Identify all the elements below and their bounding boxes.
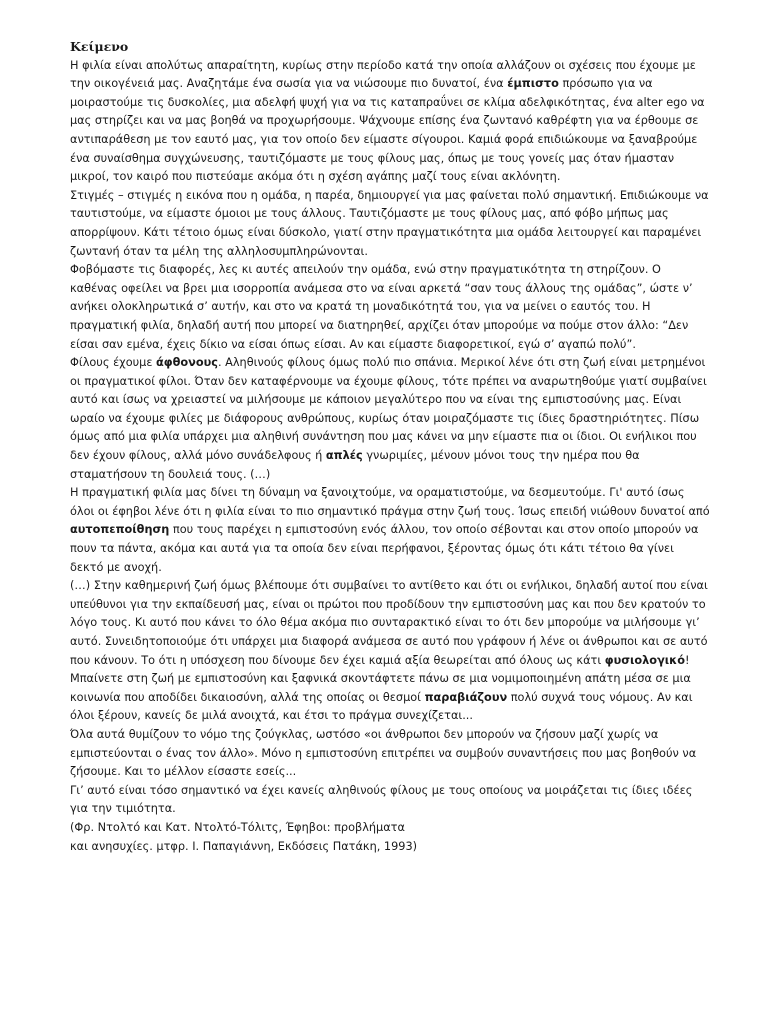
- bold-term: αυτοπεποίθηση: [70, 523, 170, 537]
- text-run: Η φιλία είναι απολύτως απαραίτητη, κυρίως στην περίοδο κατά την οποία αλλάζουν οι σχέσεις που έχουμε με την οικογένειά μας. Αναζητάμε ένα σωσία για να νιώσουμε πιο δυνατοί, ένα: [70, 58, 696, 91]
- text-run: . Αληθινούς φίλους όμως πολύ πιο σπάνια. Μερικοί λένε ότι στη ζωή είναι μετρημένοι οι πραγματικοί φίλοι. Όταν δεν καταφέρνουμε να έχουμε φίλους, τότε πρέπει να αναρωτηθούμε γιατί συμβαίνει αυτό και ίσως να χρειαστεί να μιλήσουμε με κάποιον μεγαλύτερο που να είναι της εμπιστοσύνης μας. Είναι ωραίο να έχουμε φιλίες με διάφορους ανθρώπους, κυρίως όταν μοιραζόμαστε τις ίδιες δραστηριότητες. Πίσω όμως από μια φιλία υπάρχει μια αληθινή συνάντηση που μας κάνει να μην είμαστε πια οι ίδιοι. Οι ενήλικοι που δεν έχουν φίλους, αλλά μόνο συνάδελφους ή: [70, 356, 707, 463]
- text-run: Φίλους έχουμε: [70, 356, 157, 370]
- bold-term: παραβιάζουν: [424, 690, 508, 704]
- text-run: Στιγμές – στιγμές η εικόνα που η ομάδα, η παρέα, δημιουργεί για μας φαίνεται πολύ σημαντική. Επιδιώκουμε να ταυτιστούμε, να είμαστε όμοιοι με τους άλλους. Ταυτιζόμαστε με τους φίλους μας, από φόβο μήπως μας απορρίψουν. Κάτι τέτοιο όμως είναι δύσκολο, γιατί στην πραγματικότητα μια ομάδα λειτουργεί και παραμένει ζωντανή όταν τα μέλη της αλληλοσυμπληρώνονται.: [70, 188, 709, 258]
- text-run: Όλα αυτά θυμίζουν το νόμο της ζούγκλας, ωστόσο «οι άνθρωποι δεν μπορούν να ζήσουν μαζί χωρίς να εμπιστεύονται ο ένας τον άλλο». Μόνο η εμπιστοσύνη επιτρέπει να συμβούν συναντήσεις που μας βοηθούν να ζήσουμε. Και το μέλλον είσαστε εσείς...: [70, 727, 697, 779]
- paragraph: [70, 484, 710, 577]
- bold-term: έμπιστο: [507, 77, 559, 91]
- paragraph: [70, 726, 710, 782]
- text-run: γνωριμίες, μένουν μόνοι τους την ημέρα που θα σταματήσουν τη δουλειά τους. (…): [70, 449, 640, 481]
- document-page: [70, 38, 710, 856]
- bold-term: φυσιολογικό: [604, 653, 685, 667]
- bold-term: άφθονους: [156, 356, 218, 370]
- document-body: [70, 57, 710, 819]
- text-run: που τους παρέχει η εμπιστοσύνη ενός άλλου, τον οποίο σέβονται και στον οποίο μπορούν να πουν τα πάντα, ακόμα και αυτά για τα οποία δεν είναι περήφανοι, ξέροντας όμως ότι κάτι τέτοιο θα γίνει δεκτό με ανοχή.: [70, 523, 699, 574]
- text-run: Η πραγματική φιλία μας δίνει τη δύναμη να ξανοιχτούμε, να οραματιστούμε, να δεσμευτούμε. Γι' αυτό ίσως όλοι οι έφηβοι λένε ότι η φιλία είναι το πιο σημαντικό πράγμα στην ζωή τους. Ίσως επειδή νιώθουν δυνατοί από: [70, 486, 710, 518]
- citation-line-1: (Φρ. Ντολτό και Κατ. Ντολτό-Τόλιτς, Έφηβοι: προβλήματα: [70, 820, 405, 834]
- bold-term: απλές: [325, 449, 363, 463]
- citation-line-2: και ανησυχίες. μτφρ. Ι. Παπαγιάννη, Εκδόσεις Πατάκη, 1993): [70, 839, 418, 853]
- text-run: πολύ συχνά τους νόμους. Αν και όλοι ξέρουν, κανείς δε μιλά ανοιχτά, και έτσι το πράγμα συνεχίζεται...: [70, 690, 693, 723]
- paragraph: [70, 354, 710, 484]
- text-run: Γι’ αυτό είναι τόσο σημαντικό να έχει κανείς αληθινούς φίλους με τους οποίους να μοιράζεται τις ίδιες ιδέες για την τιμιότητα.: [70, 783, 693, 816]
- text-run: (…) Στην καθημερινή ζωή όμως βλέπουμε ότι συμβαίνει το αντίθετο και ότι οι ενήλικοι, δηλαδή αυτοί που είναι υπεύθυνοι για την εκπαίδευσή μας, είναι οι πρώτοι που προδίδουν την εμπιστοσύνη μας και που δεν κρατούν το λόγο τους. Κι αυτό που κάνει το όλο θέμα ακόμα πιο συνταρακτικό είναι το ότι δεν μπορούμε να μιλήσουμε γι’ αυτό. Συνειδητοποιούμε ότι υπάρχει μια διαφορά ανάμεσα σε αυτό που γράφουν ή λένε οι άνθρωποι και σε αυτό που κάνουν. Το ότι η υπόσχεση που δίνουμε δεν έχει καμιά αξία θεωρείται από όλους ως κάτι: [70, 579, 708, 667]
- paragraph: [70, 57, 710, 187]
- text-run: Φοβόμαστε τις διαφορές, λες κι αυτές απειλούν την ομάδα, ενώ στην πραγματικότητα τη στηρίζουν. Ο καθένας οφείλει να βρει μια ισορροπία ανάμεσα στο να είναι αρκετά “σαν τους άλλους της ομάδας”, ώστε ν’ ανήκει ολοκληρωτικά σ’ αυτήν, και στο να κρατά τη μοναδικότητά του, για να μείνει ο εαυτός του. Η πραγματική φιλία, δηλαδή αυτή που μπορεί να διατηρηθεί, αρχίζει όταν μπορούμε να πούμε στον άλλο: “Δεν είσαι σαν εμένα, έχεις δίκιο να είσαι όπως είσαι. Αν και είμαστε διαφορετικοί, εγώ σ’ αγαπώ πολύ”.: [70, 263, 693, 351]
- text-run: ! Μπαίνετε στη ζωή με εμπιστοσύνη και ξαφνικά σκοντάφτετε πάνω σε μια νομιμοποιημένη απάτη μέσα σε μια κοινωνία που αποδίδει δικαιοσύνη, αλλά της οποίας οι θεσμοί: [70, 653, 691, 704]
- text-run: πρόσωπο για να μοιραστούμε τις δυσκολίες, μια αδελφή ψυχή για να τις καταπραΰνει σε κλίμα αδελφικότητας, ένα alter ego να μας στηρίζει και να μας βοηθά να προχωρήσουμε. Ψάχνουμε επίσης ένα ζωντανό καθρέφτη για να έρθουμε σε αντιπαράθεση με τον εαυτό μας, για τον οποίο δεν είμαστε σίγουροι. Καμιά φορά επιδιώκουμε να ξαναβρούμε ένα συναίσθημα συγχώνευσης, ταυτιζόμαστε με τους φίλους μας, όπως με τους γονείς μας όταν ήμασταν μικροί, τον καιρό που πιστεύαμε ακόμα ότι η σχέση αγάπης μαζί τους είναι ακλόνητη.: [70, 77, 705, 184]
- paragraph: [70, 577, 710, 726]
- paragraph: [70, 782, 710, 819]
- paragraph: [70, 261, 710, 354]
- citation: [70, 819, 710, 856]
- document-title: Κείμενο: [70, 39, 129, 54]
- paragraph: [70, 187, 710, 261]
